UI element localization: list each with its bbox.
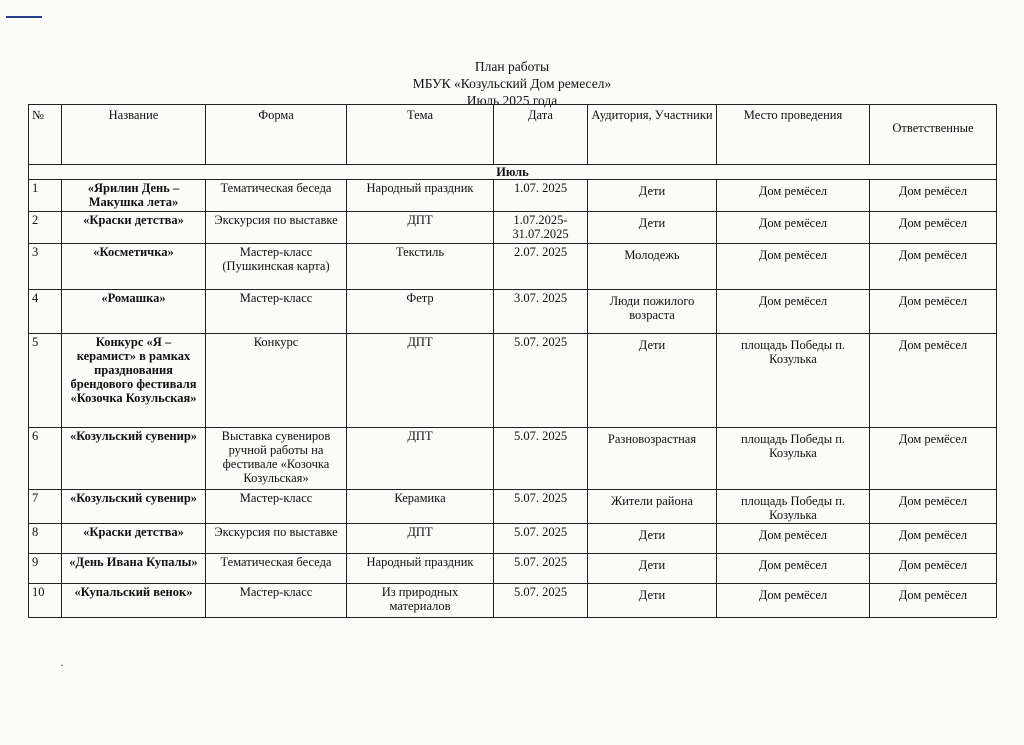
table-row — [29, 428, 997, 490]
row-theme: Текстиль — [347, 244, 494, 290]
row-number: 3 — [29, 244, 62, 290]
row-audience: Дети — [588, 180, 717, 212]
row-place: Дом ремёсел — [717, 180, 870, 212]
table-row — [29, 524, 997, 554]
table-header-row — [29, 105, 997, 165]
header-period: Июль 2025 года — [466, 93, 558, 108]
row-date: 5.07. 2025 — [494, 490, 588, 524]
row-audience: Разновозрастная — [588, 428, 717, 490]
column-header-date: Дата — [494, 105, 588, 165]
row-form: Конкурс — [206, 334, 347, 428]
row-audience: Дети — [588, 212, 717, 244]
row-name: «Краски детства» — [62, 212, 206, 244]
row-theme: Фетр — [347, 290, 494, 334]
row-audience: Дети — [588, 584, 717, 618]
row-name: «Краски детства» — [62, 524, 206, 554]
table-row — [29, 290, 997, 334]
row-theme: ДПТ — [347, 334, 494, 428]
row-place: площадь Победы п. Козулька — [717, 490, 870, 524]
row-audience: Дети — [588, 524, 717, 554]
row-audience: Жители района — [588, 490, 717, 524]
row-responsible: Дом ремёсел — [870, 524, 997, 554]
row-place: площадь Победы п. Козулька — [717, 428, 870, 490]
row-theme: Народный праздник — [347, 180, 494, 212]
row-responsible: Дом ремёсел — [870, 180, 997, 212]
row-number: 10 — [29, 584, 62, 618]
row-date: 5.07. 2025 — [494, 334, 588, 428]
row-name: Конкурс «Я – керамист» в рамках празднования брендового фестиваля «Козочка Козульская» — [62, 334, 206, 428]
row-number: 1 — [29, 180, 62, 212]
row-form: Экскурсия по выставке — [206, 524, 347, 554]
row-place: Дом ремёсел — [717, 212, 870, 244]
row-responsible: Дом ремёсел — [870, 554, 997, 584]
row-form: Мастер-класс — [206, 490, 347, 524]
row-responsible: Дом ремёсел — [870, 334, 997, 428]
row-date: 3.07. 2025 — [494, 290, 588, 334]
table-row — [29, 334, 997, 428]
row-date: 2.07. 2025 — [494, 244, 588, 290]
row-date: 1.07. 2025 — [494, 180, 588, 212]
row-number: 6 — [29, 428, 62, 490]
row-number: 7 — [29, 490, 62, 524]
row-responsible: Дом ремёсел — [870, 290, 997, 334]
row-number: 9 — [29, 554, 62, 584]
row-form: Экскурсия по выставке — [206, 212, 347, 244]
row-number: 4 — [29, 290, 62, 334]
row-place: Дом ремёсел — [717, 244, 870, 290]
row-name: «Ярилин День – Макушка лета» — [62, 180, 206, 212]
month-row — [29, 165, 997, 180]
table-row — [29, 554, 997, 584]
corner-pen-mark — [6, 16, 42, 18]
row-date: 5.07. 2025 — [494, 584, 588, 618]
row-name: «Козульский сувенир» — [62, 490, 206, 524]
row-form: Тематическая беседа — [206, 180, 347, 212]
row-name: «Купальский венок» — [62, 584, 206, 618]
row-theme: Керамика — [347, 490, 494, 524]
row-audience: Дети — [588, 554, 717, 584]
row-form: Мастер-класс — [206, 290, 347, 334]
row-theme: ДПТ — [347, 428, 494, 490]
row-responsible: Дом ремёсел — [870, 584, 997, 618]
row-audience: Молодежь — [588, 244, 717, 290]
row-form: Мастер-класс (Пушкинская карта) — [206, 244, 347, 290]
row-place: Дом ремёсел — [717, 554, 870, 584]
row-place: Дом ремёсел — [717, 290, 870, 334]
scan-speck: · — [60, 658, 64, 672]
row-form: Тематическая беседа — [206, 554, 347, 584]
column-header-form: Форма — [206, 105, 347, 165]
row-theme: Народный праздник — [347, 554, 494, 584]
row-name: «Косметичка» — [62, 244, 206, 290]
row-responsible: Дом ремёсел — [870, 244, 997, 290]
row-place: Дом ремёсел — [717, 584, 870, 618]
table-row — [29, 212, 997, 244]
row-date: 1.07.2025-31.07.2025 — [494, 212, 588, 244]
row-place: Дом ремёсел — [717, 524, 870, 554]
row-form: Мастер-класс — [206, 584, 347, 618]
document-header — [0, 58, 1024, 109]
row-place: площадь Победы п. Козулька — [717, 334, 870, 428]
table-row — [29, 490, 997, 524]
column-header-place: Место проведения — [717, 105, 870, 165]
row-name: «День Ивана Купалы» — [62, 554, 206, 584]
row-responsible: Дом ремёсел — [870, 428, 997, 490]
row-number: 5 — [29, 334, 62, 428]
table-row — [29, 180, 997, 212]
column-header-theme: Тема — [347, 105, 494, 165]
month-label: Июль — [29, 165, 997, 180]
row-audience: Дети — [588, 334, 717, 428]
row-theme: ДПТ — [347, 524, 494, 554]
header-title: План работы — [474, 59, 550, 74]
row-number: 2 — [29, 212, 62, 244]
row-responsible: Дом ремёсел — [870, 490, 997, 524]
row-theme: Из природных материалов — [347, 584, 494, 618]
row-number: 8 — [29, 524, 62, 554]
header-organization: МБУК «Козульский Дом ремесел» — [412, 76, 612, 91]
row-date: 5.07. 2025 — [494, 524, 588, 554]
row-audience: Люди пожилого возраста — [588, 290, 717, 334]
row-theme: ДПТ — [347, 212, 494, 244]
table-row — [29, 244, 997, 290]
column-header-responsible: Ответственные — [870, 105, 997, 165]
column-header-num: № — [29, 105, 62, 165]
work-plan-table — [28, 104, 997, 618]
row-responsible: Дом ремёсел — [870, 212, 997, 244]
column-header-name: Название — [62, 105, 206, 165]
table-row — [29, 584, 997, 618]
row-date: 5.07. 2025 — [494, 428, 588, 490]
row-name: «Козульский сувенир» — [62, 428, 206, 490]
row-form: Выставка сувениров ручной работы на фестивале «Козочка Козульская» — [206, 428, 347, 490]
row-date: 5.07. 2025 — [494, 554, 588, 584]
column-header-audience: Аудитория, Участники — [588, 105, 717, 165]
row-name: «Ромашка» — [62, 290, 206, 334]
